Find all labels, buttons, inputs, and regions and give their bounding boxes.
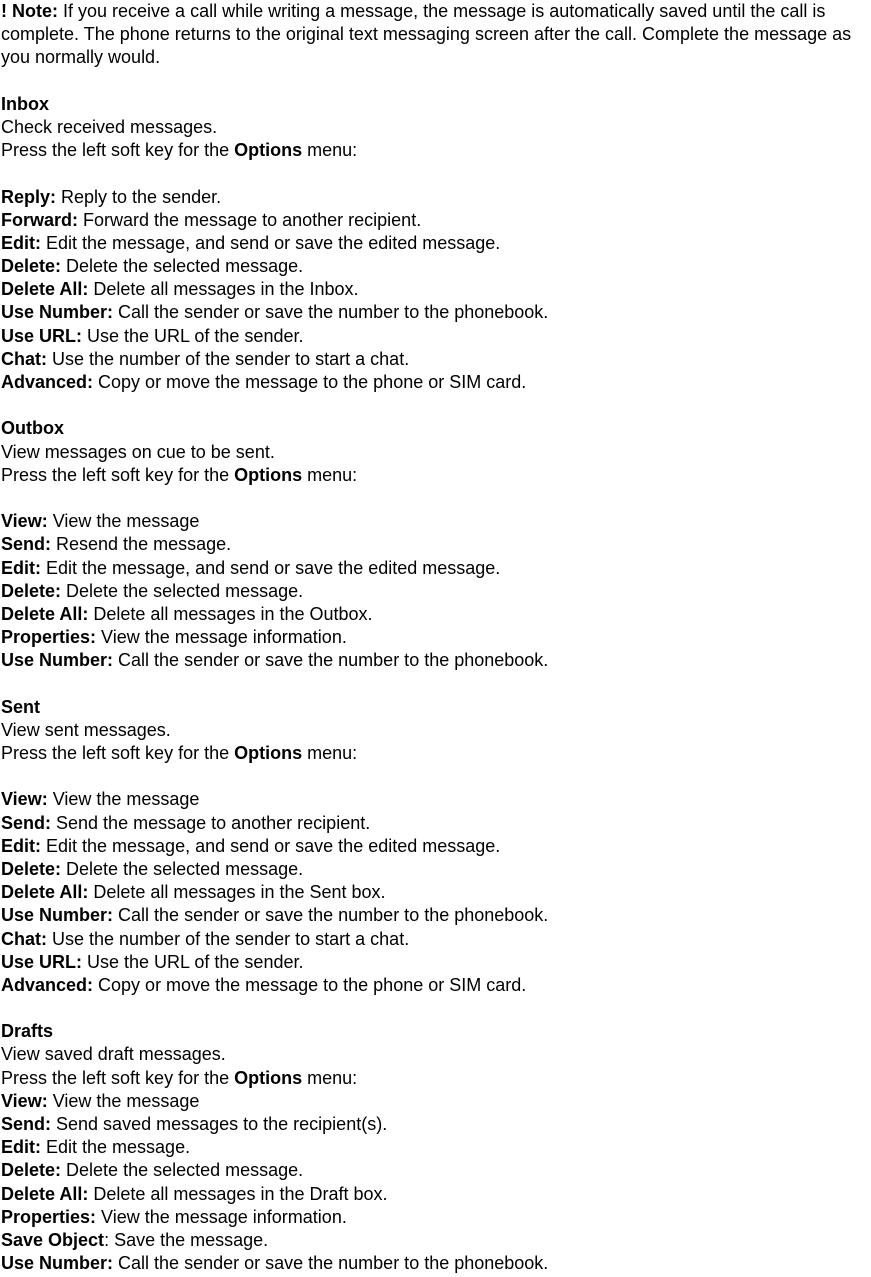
option-item xyxy=(1,580,871,603)
option-description: Call the sender or save the number to the phonebook. xyxy=(113,905,549,926)
option-term: Edit: xyxy=(1,835,41,856)
options-menu-name: Options xyxy=(234,140,303,161)
option-description: Use the number of the sender to start a chat. xyxy=(47,348,410,369)
option-item xyxy=(1,232,871,255)
option-item xyxy=(1,255,871,278)
spacer xyxy=(1,487,871,510)
option-item xyxy=(1,186,871,209)
option-item xyxy=(1,1183,871,1206)
option-description: View the message xyxy=(47,789,200,810)
option-term: Forward: xyxy=(1,209,79,230)
option-item xyxy=(1,1136,871,1159)
option-term: View: xyxy=(1,511,48,532)
option-term: Delete: xyxy=(1,858,62,879)
option-description: Use the URL of the sender. xyxy=(82,325,304,346)
option-description: Edit the message, and send or save the edited message. xyxy=(41,557,501,578)
option-description: Call the sender or save the number to the phonebook. xyxy=(113,302,549,323)
section-title: Sent xyxy=(1,696,41,717)
option-term: View: xyxy=(1,1090,48,1111)
option-item xyxy=(1,1113,871,1136)
option-description: Delete the selected message. xyxy=(61,1160,304,1181)
section-title: Inbox xyxy=(1,93,49,114)
option-item xyxy=(1,348,871,371)
option-term: Delete: xyxy=(1,1160,62,1181)
section-description: View saved draft messages. xyxy=(1,1044,226,1065)
option-term: Use Number: xyxy=(1,905,114,926)
options-menu-name: Options xyxy=(234,464,303,485)
option-description: Delete the selected message. xyxy=(61,858,304,879)
option-description: Delete all messages in the Outbox. xyxy=(88,603,373,624)
instruction-suffix: menu: xyxy=(302,464,358,485)
option-term: Edit: xyxy=(1,1137,41,1158)
options-instruction xyxy=(1,742,871,765)
section-heading xyxy=(1,1020,871,1043)
option-description: View the message xyxy=(47,1090,200,1111)
instruction-prefix: Press the left soft key for the xyxy=(1,1067,235,1088)
spacer xyxy=(1,162,871,185)
option-term: Use URL: xyxy=(1,951,83,972)
option-term: Use URL: xyxy=(1,325,83,346)
option-term: Delete: xyxy=(1,256,62,277)
option-term: Send: xyxy=(1,534,52,555)
option-term: Edit: xyxy=(1,557,41,578)
option-term: Delete All: xyxy=(1,1183,89,1204)
option-item xyxy=(1,812,871,835)
option-term: Delete All: xyxy=(1,279,89,300)
option-item xyxy=(1,1229,871,1252)
option-item xyxy=(1,881,871,904)
section-heading xyxy=(1,417,871,440)
instruction-prefix: Press the left soft key for the xyxy=(1,464,235,485)
option-item xyxy=(1,557,871,580)
option-term: Use Number: xyxy=(1,1253,114,1274)
option-term: Save Object xyxy=(1,1229,105,1250)
option-item xyxy=(1,278,871,301)
option-term: Delete: xyxy=(1,580,62,601)
note-label: ! Note: xyxy=(1,1,58,21)
option-item xyxy=(1,835,871,858)
option-item xyxy=(1,649,871,672)
option-description: Send the message to another recipient. xyxy=(51,812,371,833)
option-term: Use Number: xyxy=(1,302,114,323)
option-description: Copy or move the message to the phone or SIM card. xyxy=(93,974,527,995)
option-item xyxy=(1,533,871,556)
section-sent xyxy=(1,696,871,1021)
option-item xyxy=(1,1206,871,1229)
option-description: Edit the message, and send or save the edited message. xyxy=(41,835,501,856)
section-description: View sent messages. xyxy=(1,719,171,740)
option-description: : Save the message. xyxy=(104,1229,269,1250)
option-item xyxy=(1,951,871,974)
section-heading xyxy=(1,93,871,116)
spacer xyxy=(1,70,871,93)
option-term: Edit: xyxy=(1,232,41,253)
spacer xyxy=(1,394,871,417)
section-description: View messages on cue to be sent. xyxy=(1,441,275,462)
option-item xyxy=(1,1090,871,1113)
options-menu-name: Options xyxy=(234,743,303,764)
option-item xyxy=(1,209,871,232)
option-item xyxy=(1,510,871,533)
option-item xyxy=(1,1159,871,1182)
option-item xyxy=(1,626,871,649)
options-instruction xyxy=(1,1067,871,1090)
section-title: Drafts xyxy=(1,1021,54,1042)
instruction-prefix: Press the left soft key for the xyxy=(1,743,235,764)
option-description: Delete all messages in the Sent box. xyxy=(88,882,386,903)
option-item xyxy=(1,788,871,811)
option-term: Advanced: xyxy=(1,372,94,393)
options-instruction xyxy=(1,139,871,162)
option-description: Delete the selected message. xyxy=(61,256,304,277)
option-item xyxy=(1,603,871,626)
instruction-suffix: menu: xyxy=(302,1067,358,1088)
option-description: Call the sender or save the number to the phonebook. xyxy=(113,1253,549,1274)
option-description: Copy or move the message to the phone or SIM card. xyxy=(93,372,527,393)
option-term: Send: xyxy=(1,812,52,833)
option-term: Send: xyxy=(1,1114,52,1135)
section-outbox xyxy=(1,417,871,695)
option-item xyxy=(1,974,871,997)
section-inbox xyxy=(1,93,871,418)
option-term: Delete All: xyxy=(1,882,89,903)
option-term: Properties: xyxy=(1,627,97,648)
option-item xyxy=(1,928,871,951)
option-item xyxy=(1,371,871,394)
option-description: Resend the message. xyxy=(51,534,232,555)
option-description: Forward the message to another recipient. xyxy=(78,209,422,230)
option-term: Advanced: xyxy=(1,974,94,995)
option-term: Properties: xyxy=(1,1206,97,1227)
option-description: View the message information. xyxy=(96,627,347,648)
option-description: Edit the message, and send or save the edited message. xyxy=(41,232,501,253)
option-description: Use the URL of the sender. xyxy=(82,951,304,972)
section-title: Outbox xyxy=(1,418,64,439)
option-term: Use Number: xyxy=(1,650,114,671)
option-term: View: xyxy=(1,789,48,810)
option-description: Edit the message. xyxy=(41,1137,191,1158)
option-item xyxy=(1,904,871,927)
instruction-prefix: Press the left soft key for the xyxy=(1,140,235,161)
options-instruction xyxy=(1,464,871,487)
section-drafts xyxy=(1,1020,871,1275)
option-term: Chat: xyxy=(1,928,47,949)
option-description: Send saved messages to the recipient(s). xyxy=(51,1114,388,1135)
option-description: View the message xyxy=(47,511,200,532)
option-description: Use the number of the sender to start a chat. xyxy=(47,928,410,949)
option-item xyxy=(1,301,871,324)
spacer xyxy=(1,765,871,788)
option-item xyxy=(1,1252,871,1275)
option-description: Delete all messages in the Inbox. xyxy=(88,279,359,300)
section-heading xyxy=(1,696,871,719)
option-term: Chat: xyxy=(1,348,47,369)
option-item xyxy=(1,858,871,881)
option-description: Reply to the sender. xyxy=(56,186,222,207)
option-term: Reply: xyxy=(1,186,57,207)
option-item xyxy=(1,325,871,348)
sections-container xyxy=(1,93,871,1276)
instruction-suffix: menu: xyxy=(302,140,358,161)
section-description: Check received messages. xyxy=(1,116,218,137)
option-term: Delete All: xyxy=(1,603,89,624)
note-paragraph xyxy=(1,0,871,70)
option-description: View the message information. xyxy=(96,1206,347,1227)
spacer xyxy=(1,997,871,1020)
instruction-suffix: menu: xyxy=(302,743,358,764)
option-description: Delete the selected message. xyxy=(61,580,304,601)
options-menu-name: Options xyxy=(234,1067,303,1088)
spacer xyxy=(1,672,871,695)
option-description: Delete all messages in the Draft box. xyxy=(88,1183,388,1204)
note-text: If you receive a call while writing a message, the message is automatically saved until the call is complete. The phone returns to the original text messaging screen after the call. Complete the message as you normally would. xyxy=(1,1,852,68)
option-description: Call the sender or save the number to the phonebook. xyxy=(113,650,549,671)
